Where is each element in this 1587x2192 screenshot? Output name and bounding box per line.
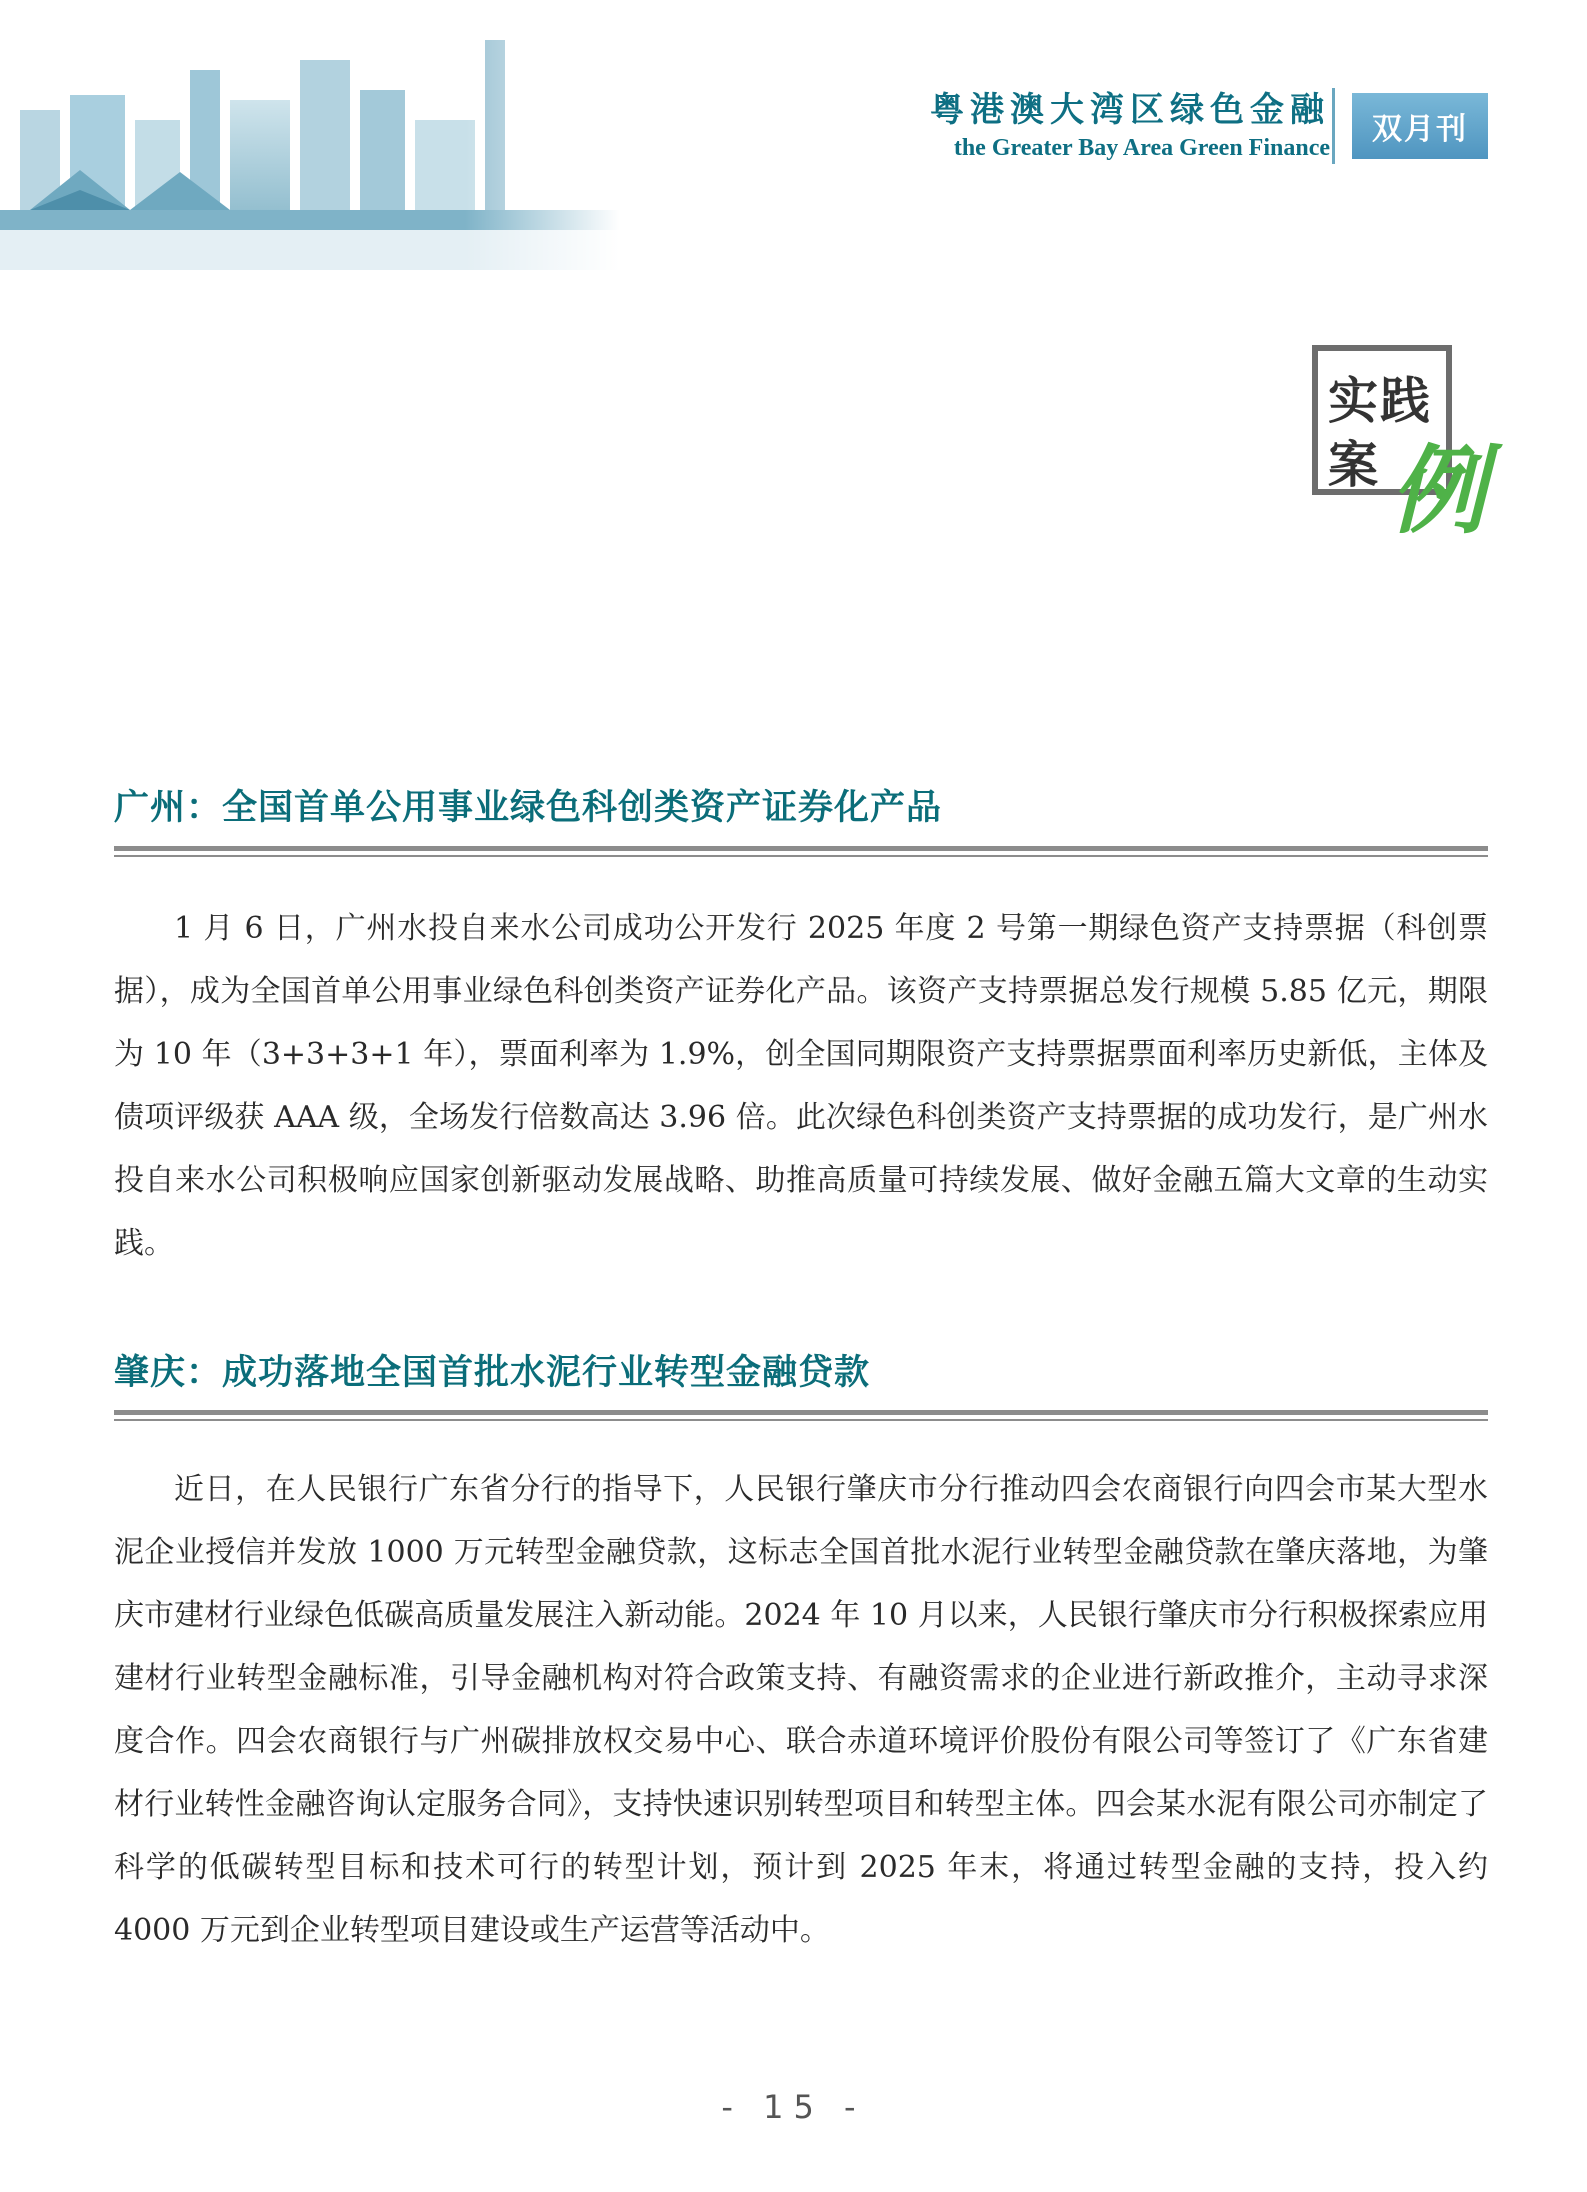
heading-divider: [114, 1410, 1488, 1421]
heading-divider: [114, 846, 1488, 857]
article-body-zhaoqing: 近日，在人民银行广东省分行的指导下，人民银行肇庆市分行推动四会农商银行向四会市某大型水泥企业授信并发放 1000 万元转型金融贷款，这标志全国首批水泥行业转型金融贷款在肇庆落地，为肇庆市建材行业绿色低碳高质量发展注入新动能。2024 年 10 月以来，人民银行肇庆市分行积极探索应用建材行业转型金融标准，引导金融机构对符合政策支持、有融资需求的企业进行新政推介，主动寻求深度合作。四会农商银行与广州碳排放权交易中心、联合赤道环境评价股份有限公司等签订了《广东省建材行业转性金融咨询认定服务合同》，支持快速识别转型项目和转型主体。四会某水泥有限公司亦制定了科学的低碳转型目标和技术可行的转型计划，预计到 2025 年末，将通过转型金融的支持，投入约 4000 万元到企业转型项目建设或生产运营等活动中。: [114, 1472, 1488, 1948]
section-tag-line1: 实践: [1328, 371, 1432, 430]
city-skyline-illustration: [0, 0, 620, 300]
publication-title: [860, 82, 1330, 162]
publication-title-en: the Greater Bay Area Green Finance: [953, 135, 1330, 161]
section-tag-accent: 例: [1390, 434, 1486, 547]
article-heading-zhaoqing: 肇庆：成功落地全国首批水泥行业转型金融贷款: [114, 1352, 871, 1393]
header-divider: [1332, 88, 1335, 164]
publication-title-cn: 粤港澳大湾区绿色金融: [930, 90, 1330, 130]
article-body-guangzhou: 1 月 6 日，广州水投自来水公司成功公开发行 2025 年度 2 号第一期绿色资产支持票据（科创票据），成为全国首单公用事业绿色科创类资产证券化产品。该资产支持票据总发行规模 5.85 亿元，期限为 10 年（3+3+3+1 年），票面利率为 1.9%，创全国同期限资产支持票据票面利率历史新低，主体及债项评级获 AAA 级，全场发行倍数高达 3.96 倍。此次绿色科创类资产支持票据的成功发行，是广州水投自来水公司积极响应国家创新驱动发展战略、助推高质量可持续发展、做好金融五篇大文章的生动实践。: [114, 911, 1488, 1261]
page-number: - 15 -: [721, 2088, 866, 2126]
section-tag-line2: 案: [1328, 435, 1378, 494]
issue-frequency-badge: 双月刊: [1352, 93, 1488, 159]
article-heading-guangzhou: 广州：全国首单公用事业绿色科创类资产证券化产品: [114, 787, 943, 828]
section-tag-case-studies: [1306, 345, 1486, 547]
